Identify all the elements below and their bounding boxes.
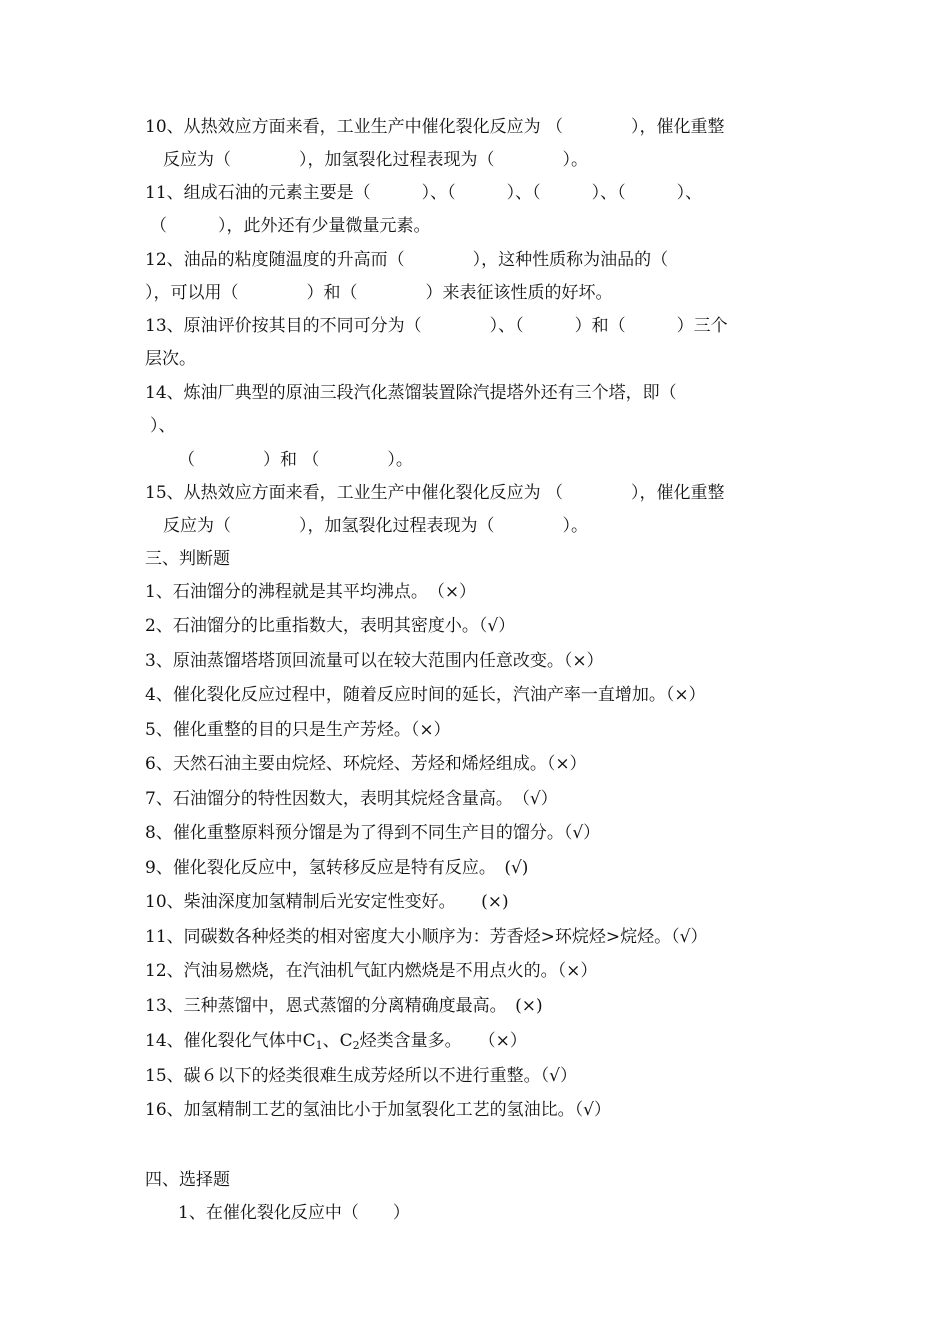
fill-in-q15-line1: 15、从热效应方面来看，工业生产中催化裂化反应为 （ ），催化重整 xyxy=(145,483,725,503)
judgment-q14-mid: 、C xyxy=(322,1031,353,1051)
fill-in-q12-line1: 12、油品的粘度随温度的升高而（ ），这种性质称为油品的（ xyxy=(145,250,669,270)
judgment-item: 10、柴油深度加氢精制后光安定性变好。 (×) xyxy=(145,892,509,912)
fill-in-q14-line1: 14、炼油厂典型的原油三段汽化蒸馏装置除汽提塔外还有三个塔，即（ xyxy=(145,383,677,403)
fill-in-q11-line2: （ ），此外还有少量微量元素。 xyxy=(150,216,431,236)
choice-heading: 四、选择题 xyxy=(145,1170,230,1190)
judgment-q14-sub1: 1 xyxy=(315,1039,323,1052)
judgment-item: 7、石油馏分的特性因数大，表明其烷烃含量高。 （√） xyxy=(145,789,558,809)
judgment-item: 16、加氢精制工艺的氢油比小于加氢裂化工艺的氢油比。（√） xyxy=(145,1100,611,1120)
fill-in-q10-line1: 10、从热效应方面来看，工业生产中催化裂化反应为 （ ），催化重整 xyxy=(145,117,725,137)
judgment-item: 5、催化重整的目的只是生产芳烃。（×） xyxy=(145,720,451,740)
judgment-item: 2、石油馏分的比重指数大，表明其密度小。（√） xyxy=(145,616,516,636)
judgment-item: 6、天然石油主要由烷烃、环烷烃、芳烃和烯烃组成。（×） xyxy=(145,754,587,774)
fill-in-q14-line3: （ ）和 （ ）。 xyxy=(178,450,413,470)
judgment-item: 1、石油馏分的沸程就是其平均沸点。 （×） xyxy=(145,582,477,602)
choice-question-1: 1、在催化裂化反应中（ ） xyxy=(178,1203,410,1223)
fill-in-q12-line2: ），可以用（ ）和（ ）来表征该性质的好坏。 xyxy=(145,283,613,303)
fill-in-q10-line2: 反应为（ ），加氢裂化过程表现为（ ）。 xyxy=(163,150,588,170)
judgment-heading: 三、判断题 xyxy=(145,549,230,569)
judgment-item: 11、同碳数各种烃类的相对密度大小顺序为：芳香烃>环烷烃>烷烃。（√） xyxy=(145,927,708,947)
judgment-q14-sub2: 2 xyxy=(352,1039,360,1052)
judgment-item: 3、原油蒸馏塔塔顶回流量可以在较大范围内任意改变。（×） xyxy=(145,651,604,671)
judgment-item: 4、催化裂化反应过程中，随着反应时间的延长，汽油产率一直增加。（×） xyxy=(145,685,706,705)
judgment-item: 12、汽油易燃烧，在汽油机气缸内燃烧是不用点火的。（×） xyxy=(145,961,598,981)
judgment-q14-suffix: 烃类含量多。 （×） xyxy=(359,1031,527,1051)
fill-in-q13-line1: 13、原油评价按其目的不同可分为（ ）、（ ）和（ ）三个 xyxy=(145,316,728,336)
judgment-item: 9、催化裂化反应中，氢转移反应是特有反应。 (√) xyxy=(145,858,529,878)
judgment-item xyxy=(145,1030,527,1052)
fill-in-q13-line2: 层次。 xyxy=(145,349,196,369)
judgment-item: 13、三种蒸馏中，恩式蒸馏的分离精确度最高。 (×) xyxy=(145,996,543,1016)
judgment-q14-prefix: 14、催化裂化气体中C xyxy=(145,1031,316,1051)
fill-in-q15-line2: 反应为（ ），加氢裂化过程表现为（ ）。 xyxy=(163,516,588,536)
fill-in-q14-line2: ）、 xyxy=(150,416,176,436)
fill-in-q11-line1: 11、组成石油的元素主要是（ ）、（ ）、（ ）、（ ）、 xyxy=(145,183,703,203)
judgment-item: 15、碳６以下的烃类很难生成芳烃所以不进行重整。（√） xyxy=(145,1066,577,1086)
judgment-item: 8、催化重整原料预分馏是为了得到不同生产目的馏分。（√） xyxy=(145,823,601,843)
